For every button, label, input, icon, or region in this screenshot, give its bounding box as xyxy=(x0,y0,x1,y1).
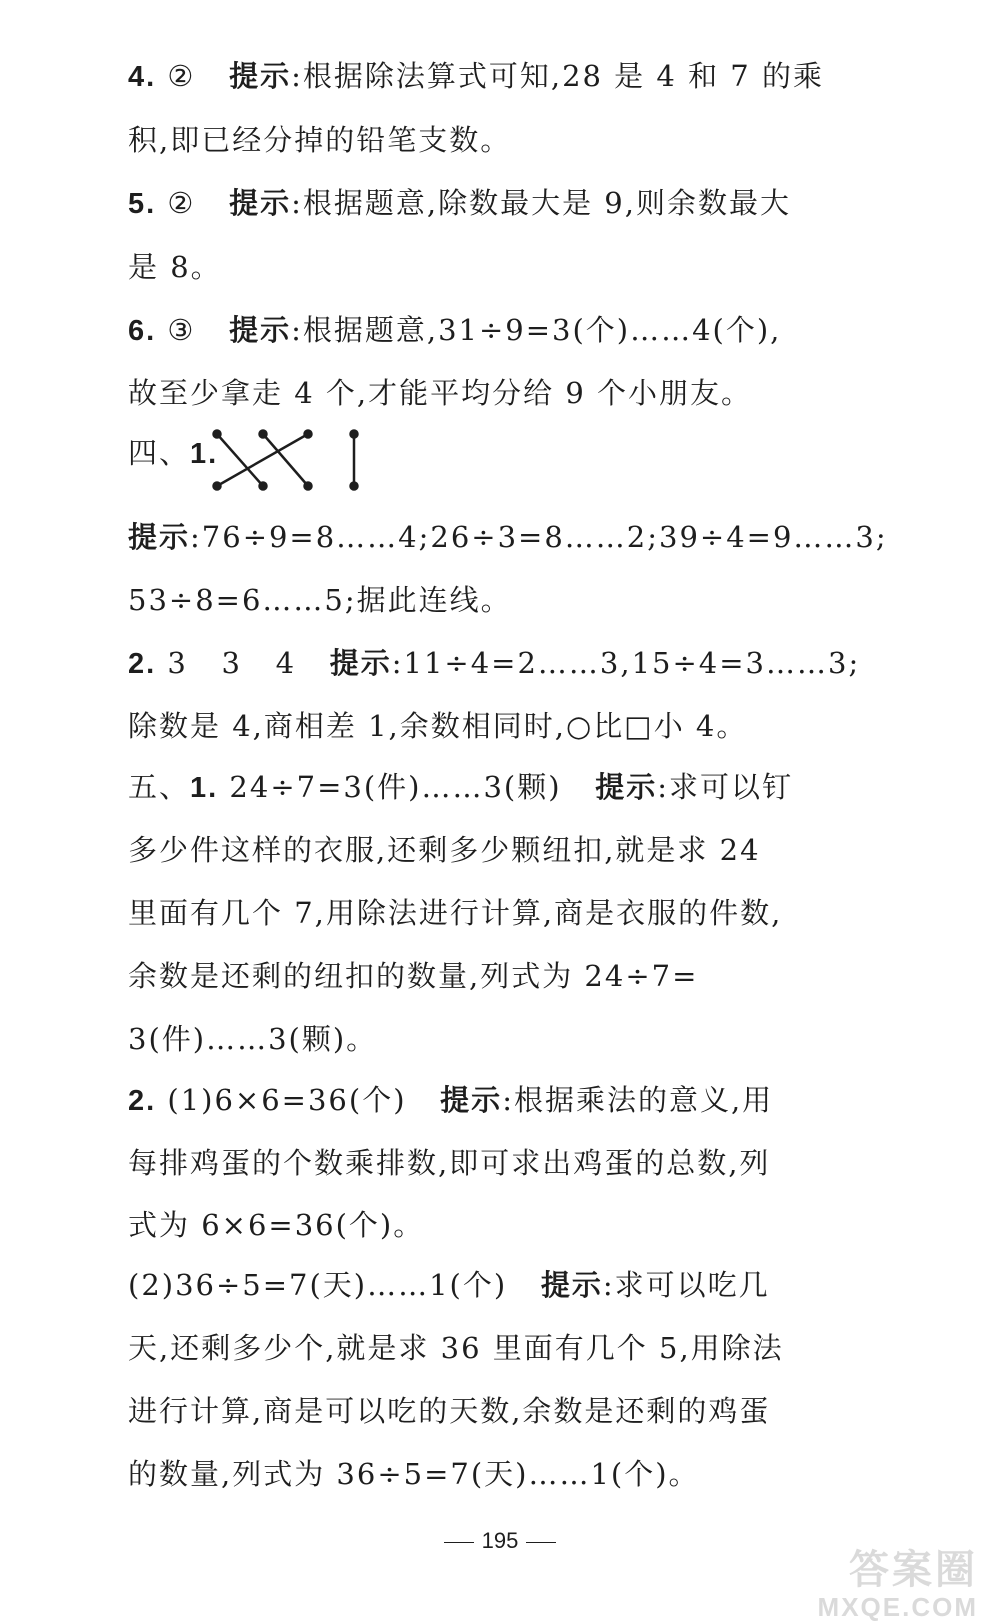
answer-4-line-1: 4. ② 提示:根据除法算式可知,28 是 4 和 7 的乘 xyxy=(128,59,824,93)
section-5-q2-1-line-2: 每排鸡蛋的个数乘排数,即可求出鸡蛋的总数,列 xyxy=(128,1146,771,1180)
watermark-bottom: MXQE.COM xyxy=(817,1592,978,1622)
footer-dash xyxy=(444,1542,474,1543)
section-5-q2-1-line-3: 式为 6×6=36(个)。 xyxy=(128,1208,425,1242)
watermark-top: 答案圈 xyxy=(849,1547,978,1593)
section-5-q1-line-4: 余数是还剩的纽扣的数量,列式为 24÷7= xyxy=(128,959,699,993)
dot xyxy=(260,431,267,438)
dot xyxy=(305,483,312,490)
matching-lines-diagram xyxy=(205,428,375,496)
dot xyxy=(351,483,358,490)
footer-dash xyxy=(526,1542,556,1543)
section-5-q2-1-line-1: 2. (1)6×6=36(个) 提示:根据乘法的意义,用 xyxy=(128,1083,774,1117)
connect-line xyxy=(217,434,308,486)
dot xyxy=(214,431,221,438)
section-5-q1-line-1: 五、1. 24÷7=3(件)……3(颗) 提示:求可以钉 xyxy=(128,770,793,804)
watermark-logo xyxy=(818,1548,978,1622)
dot xyxy=(305,431,312,438)
section-5-q2-2-line-4: 的数量,列式为 36÷5=7(天)……1(个)。 xyxy=(128,1457,700,1491)
section-5-q2-2-line-2: 天,还剩多少个,就是求 36 里面有几个 5,用除法 xyxy=(128,1331,784,1365)
dot xyxy=(214,483,221,490)
section-4-q1-hint-line-1: 提示:76÷9=8……4;26÷3=8……2;39÷4=9……3; xyxy=(128,520,888,554)
answer-5-line-1: 5. ② 提示:根据题意,除数最大是 9,则余数最大 xyxy=(128,186,791,220)
section-5-q1-line-5: 3(件)……3(颗)。 xyxy=(128,1022,378,1056)
section-5-q2-2-line-1: (2)36÷5=7(天)……1(个) 提示:求可以吃几 xyxy=(128,1268,770,1302)
section-5-q1-line-3: 里面有几个 7,用除法进行计算,商是衣服的件数, xyxy=(128,896,783,930)
connect-line xyxy=(217,434,263,486)
connect-line xyxy=(263,434,308,486)
answer-5-line-2: 是 8。 xyxy=(128,250,222,284)
answer-6-line-2: 故至少拿走 4 个,才能平均分给 9 个小朋友。 xyxy=(128,376,752,410)
dot xyxy=(351,431,358,438)
page-number: 195 xyxy=(481,1528,519,1553)
section-5-q2-2-line-3: 进行计算,商是可以吃的天数,余数是还剩的鸡蛋 xyxy=(128,1394,771,1428)
answer-4-line-2: 积,即已经分掉的铅笔支数。 xyxy=(128,123,512,157)
answer-6-line-1: 6. ③ 提示:根据题意,31÷9=3(个)……4(个), xyxy=(128,313,782,347)
section-4-q1-hint-line-2: 53÷8=6……5;据此连线。 xyxy=(128,583,512,617)
dot xyxy=(260,483,267,490)
section-4-q1-label: 四、1. xyxy=(128,436,219,470)
section-5-q1-line-2: 多少件这样的衣服,还剩多少颗纽扣,就是求 24 xyxy=(128,833,761,867)
section-4-q2-line-1: 2. 3 3 4 提示:11÷4=2……3,15÷4=3……3; xyxy=(128,646,861,680)
section-4-q2-line-2: 除数是 4,商相差 1,余数相同时,○比□小 4。 xyxy=(128,709,748,743)
